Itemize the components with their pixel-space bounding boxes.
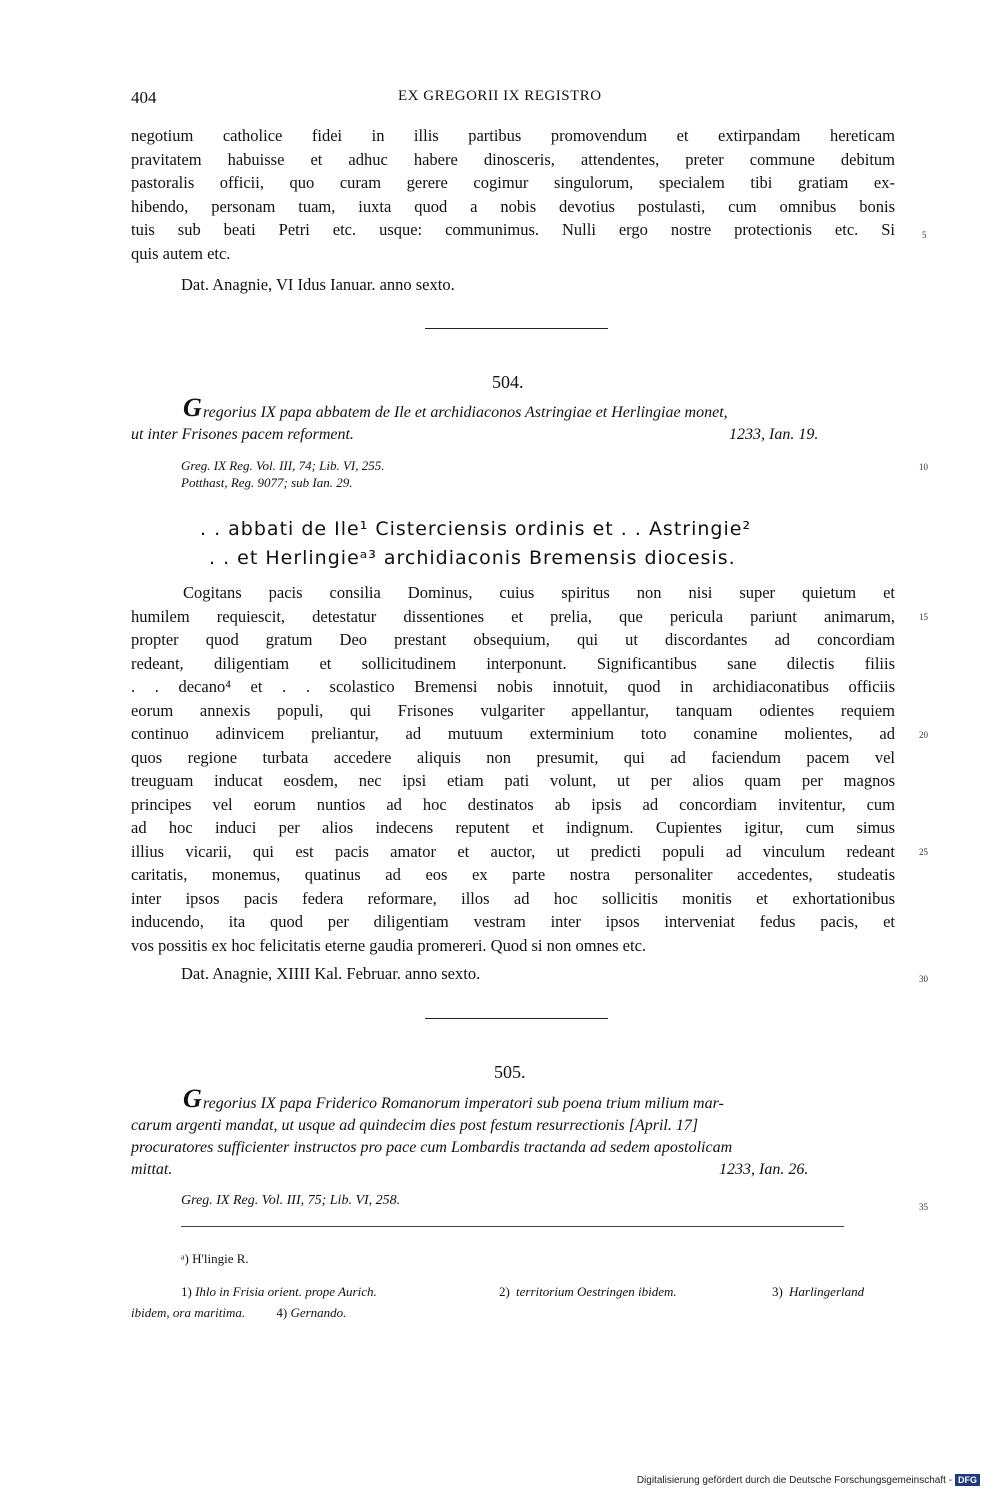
register-reference: Greg. IX Reg. Vol. III, 75; Lib. VI, 258. xyxy=(181,1193,401,1208)
line-number: 30 xyxy=(919,974,928,984)
text-line: illius vicarii, qui est pacis amator et auctor, ut predicti populi ad vinculum redeant xyxy=(131,841,895,861)
summary-line: mittat. xyxy=(131,1161,173,1178)
footnote-text: Harlingerland xyxy=(789,1284,865,1299)
text-line: inter ipsos pacis federa reformare, illos ad hoc sollicitis monitis et exhortationibus xyxy=(131,888,895,908)
footnote-text: Gernando. xyxy=(290,1305,347,1320)
summary-line: regorius IX papa abbatem de Ile et archidiaconos Astringiae et Herlingiae monet, xyxy=(203,404,728,421)
summary-line: procuratores sufficienter instructos pro pace cum Lombardis tractanda ad sedem apostolicam xyxy=(131,1139,733,1156)
text-line: quis autem etc. xyxy=(131,243,231,263)
section-divider xyxy=(425,328,608,329)
line-number: 10 xyxy=(919,462,928,472)
footnote-number: 3) xyxy=(772,1284,783,1299)
document-number: 505. xyxy=(494,1062,526,1082)
text-line: propter quod gratum Deo prestant obsequium, qui ut discordantes ad concordiam xyxy=(131,630,895,649)
footnote-text: ibidem, ora maritima. xyxy=(131,1305,246,1320)
register-reference: Greg. IX Reg. Vol. III, 74; Lib. VI, 255. xyxy=(181,458,385,473)
document-summary xyxy=(131,1084,895,1181)
text-line: inducendo, ita quod per diligentiam vestram inter ipsos interveniat fedus pacis, et xyxy=(131,912,895,931)
text-line: Cogitans pacis consilia Dominus, cuius spiritus non nisi super quietum et xyxy=(183,583,895,602)
potthast-reference: Potthast, Reg. 9077; sub Ian. 29. xyxy=(181,475,353,490)
summary-line: regorius IX papa Friderico Romanorum imperatori sub poena trium milium mar- xyxy=(203,1095,724,1112)
dating-clause: Dat. Anagnie, XIIII Kal. Februar. anno sexto. xyxy=(181,964,481,983)
footnote-number: 2) xyxy=(499,1284,510,1299)
text-line: . . decano⁴ et . . scolastico Bremensi nobis innotuit, quod in archidiaconatibus officiis xyxy=(131,677,895,696)
text-line: caritatis, monemus, quatinus ad eos ex parte nostra personaliter accedentes, studeatis xyxy=(131,865,895,884)
line-number: 25 xyxy=(919,847,928,857)
initial-letter: G xyxy=(183,393,202,422)
text-line: humilem requiescit, detestatur dissentiones et prelia, que pericula pariunt animarum, xyxy=(131,606,895,626)
document-summary xyxy=(131,393,895,446)
section-divider xyxy=(425,1018,608,1019)
text-line: redeant, diligentiam et sollicitudinem interponunt. Significantibus sane dilectis filiis xyxy=(131,653,895,673)
line-number: 5 xyxy=(922,230,927,240)
variant-note: ᵃ) H'lingie R. xyxy=(181,1251,249,1266)
address-line: . . abbati de Ile¹ Cisterciensis ordinis et . . Astringie² xyxy=(200,518,752,540)
page-number: 404 xyxy=(131,88,157,107)
dfg-logo: DFG xyxy=(955,1474,980,1486)
dating-clause: Dat. Anagnie, VI Idus Ianuar. anno sexto. xyxy=(181,275,455,294)
text-line: negotium catholice fidei in illis partibus promovendum et extirpandam hereticam xyxy=(131,126,895,145)
initial-letter: G xyxy=(183,1084,202,1113)
credit-text: Digitalisierung gefördert durch die Deutsche Forschungsgemeinschaft - xyxy=(636,1475,952,1486)
text-line: pastoralis officii, quo curam gerere cogimur singulorum, specialem tibi gratiam ex- xyxy=(131,173,895,192)
text-line: treuguam inducat eosdem, nec ipsi etiam pati volunt, ut per alios quam per magnos xyxy=(131,771,895,790)
line-number: 15 xyxy=(919,612,928,622)
footnote-number: 4) xyxy=(276,1305,288,1320)
summary-line: carum argenti mandat, ut usque ad quindecim dies post festum resurrectionis [April. 17] xyxy=(131,1117,699,1134)
line-number: 35 xyxy=(919,1202,928,1212)
text-line: vos possitis ex hoc felicitatis eterne gaudia promereri. Quod si non omnes etc. xyxy=(131,935,647,955)
footnotes xyxy=(181,1281,895,1302)
address-line: . . et Herlingieᵃ³ archidiaconis Bremensis diocesis. xyxy=(209,547,736,569)
document-number: 504. xyxy=(492,372,524,392)
footnote-number: 1) xyxy=(181,1284,192,1299)
document-date: 1233, Ian. 26. xyxy=(719,1161,809,1178)
footnote-rule xyxy=(181,1226,844,1227)
footnote-continuation xyxy=(131,1302,346,1323)
digitization-credit xyxy=(637,1474,980,1486)
footnote-text: territorium Oestringen ibidem. xyxy=(516,1284,677,1299)
text-line: eorum annexis populi, qui Frisones vulgariter appellantur, tanquam odientes requiem xyxy=(131,700,895,720)
text-line: pravitatem habuisse et adhuc habere dinosceris, attendentes, preter commune debitum xyxy=(131,149,895,169)
text-line: quos regione turbata accedere aliquis non presumit, qui ad faciendum pacem vel xyxy=(131,747,895,767)
text-line: tuis sub beati Petri etc. usque: communimus. Nulli ergo nostre protectionis etc. Si xyxy=(131,220,895,239)
letter-body xyxy=(131,581,895,957)
text-line: ad hoc induci per alios indecens reputent et indignum. Cupientes igitur, cum simus xyxy=(131,818,895,837)
line-number: 20 xyxy=(919,730,928,740)
running-title: EX GREGORII IX REGISTRO xyxy=(398,88,602,104)
footnote-text: Ihlo in Frisia orient. prope Aurich. xyxy=(195,1284,377,1299)
summary-line: ut inter Frisones pacem reforment. xyxy=(131,426,354,443)
document-date: 1233, Ian. 19. xyxy=(729,426,819,443)
intro-continuation xyxy=(131,124,895,265)
text-line: hibendo, personam tuam, iuxta quod a nobis devotius postulasti, cum omnibus bonis xyxy=(131,196,895,216)
text-line: principes vel eorum nuntios ad hoc destinatos ab ipsis ad concordiam invitentur, cum xyxy=(131,794,895,814)
text-line: continuo adinvicem preliantur, ad mutuum exterminium toto conamine molientes, ad xyxy=(131,724,895,743)
